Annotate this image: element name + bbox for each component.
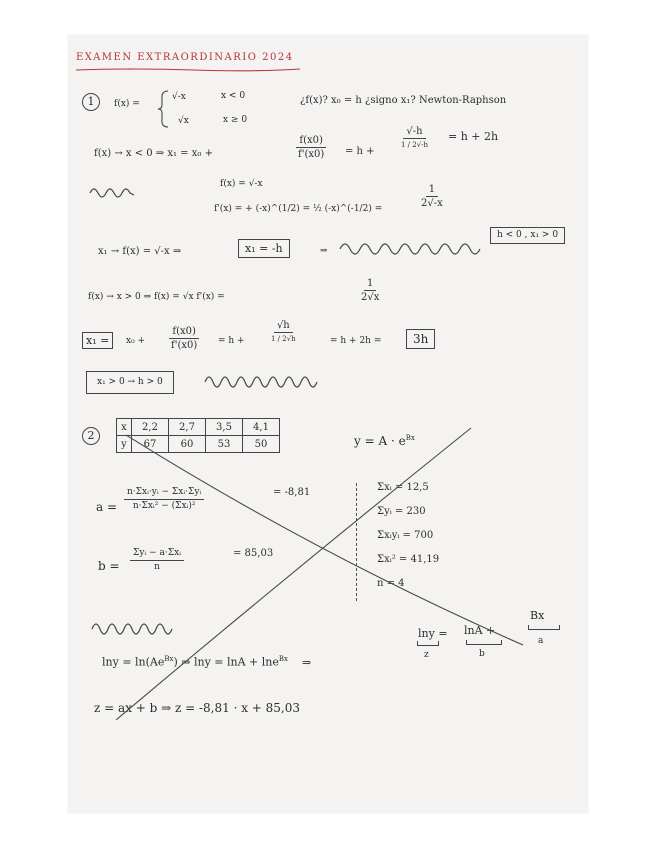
q2-model-exp: Bx: [405, 434, 415, 442]
question-1-number: 1: [82, 93, 100, 111]
q1-x1-line-left: x₁ → f(x) = √-x ⇒: [98, 246, 182, 257]
q1-fprime-neg-frac-den: 2√-x: [421, 198, 443, 209]
page-title: EXAMEN EXTRAORDINARIO 2024: [76, 52, 294, 63]
q1-conclusion-boxed: x₁ > 0 → h > 0: [86, 371, 174, 394]
q1-case2-cond: x ≥ 0: [223, 115, 248, 125]
q2-ln-y: lny =: [418, 627, 448, 640]
q1-x1b-frac2-den: 1 / 2√h: [271, 335, 296, 343]
q2-label-a: a: [538, 636, 544, 646]
q2-b-num: Σyᵢ − a·Σxᵢ: [130, 547, 184, 561]
q1-x1-boxed: x₁ = -h: [238, 239, 290, 258]
table-cell: 3,5: [206, 419, 243, 436]
sum-item: Σxᵢyᵢ = 700: [377, 530, 434, 541]
q1-pos-line: f(x) → x > 0 ⇒ f(x) = √x f'(x) =: [88, 292, 225, 302]
table-cell: 67: [132, 436, 169, 453]
q2-ln1-mid: ) ⇒ lny = lnA + lne: [173, 655, 279, 669]
table-row-header: x: [117, 419, 132, 436]
q1-frac2-num: √-h: [403, 125, 425, 139]
q1-x1b-frac2-num: √h: [274, 319, 293, 333]
table-cell: 4,1: [243, 419, 280, 436]
exam-sheet: [68, 35, 588, 813]
q2-ln1-sup: Bx: [164, 655, 174, 663]
sum-item: n = 4: [377, 578, 405, 589]
q1-pos-frac-den: 2√x: [361, 292, 380, 303]
q2-a-value: = -8,81: [273, 487, 311, 498]
q1-case1-cond: x < 0: [221, 91, 246, 101]
q2-label-z: z: [424, 650, 429, 660]
table-cell: 50: [243, 436, 280, 453]
q1-x1b-frac-den: f'(x0): [171, 340, 198, 351]
q2-a-den: n·Σxᵢ² − (Σxᵢ)²: [132, 501, 196, 511]
q1-x1b-sum: = h + 2h =: [330, 336, 382, 346]
q1-x1b-frac-num: f(x0): [169, 325, 199, 339]
table-cell: 2,2: [132, 419, 169, 436]
q2-a-label: a =: [96, 500, 118, 514]
table-cell: 60: [169, 436, 206, 453]
q2-b-label: b =: [98, 559, 120, 573]
q1-case1-expr: √-x: [172, 92, 186, 102]
q1-frac2-den: 1 / 2√-h: [401, 141, 429, 149]
q2-final: z = ax + b ⇒ z = -8,81 · x + 85,03: [94, 701, 301, 715]
q1-pos-frac-num: 1: [364, 277, 376, 291]
q1-question: ¿f(x)? x₀ = h ¿signo x₁? Newton-Raphson: [300, 95, 507, 106]
q2-ln1-arrow: ⇒: [301, 655, 312, 669]
q2-ln-A: lnA +: [464, 624, 496, 637]
q2-ln1-sup2: Bx: [278, 655, 288, 663]
q1-case2-expr: √x: [178, 116, 189, 126]
sum-item: Σxᵢ² = 41,19: [377, 554, 440, 565]
q1-frac1-num: f(x0): [296, 134, 326, 148]
q1-x1-arrow: ⇒: [320, 246, 328, 256]
q2-model-base: y = A · e: [354, 434, 406, 448]
question-2-number: 2: [82, 427, 100, 445]
q2-b-den: n: [154, 562, 160, 572]
crossing-strokes: [68, 35, 588, 813]
q2-ln1-left: lny = ln(Ae: [102, 655, 165, 669]
q1-fprime-neg: f'(x) = + (-x)^(1/2) = ½ (-x)^(-1/2) =: [214, 204, 383, 214]
q1-x1-cond-boxed: h < 0 , x₁ > 0: [490, 227, 565, 244]
q2-b-value: = 85,03: [233, 548, 274, 559]
table-cell: 2,7: [169, 419, 206, 436]
q1-x1b-label: x₁ =: [82, 332, 113, 349]
sum-item: Σyᵢ = 230: [377, 506, 426, 517]
q1-function-label: f(x) =: [114, 99, 140, 109]
sum-item: Σxᵢ = 12,5: [377, 482, 429, 493]
q1-x1b-eq: = h +: [218, 336, 245, 346]
q2-ln-B: Bx: [530, 609, 545, 622]
q1-fprime-neg-frac-num: 1: [426, 183, 438, 197]
q1-x1b-boxed: 3h: [406, 329, 435, 349]
q1-x1b-mid: x₀ +: [126, 336, 146, 346]
q1-line2-eq: = h +: [345, 146, 375, 157]
table-row-header: y: [117, 436, 132, 453]
q1-line2-left: f(x) → x < 0 ⇒ x₁ = x₀ +: [94, 148, 213, 159]
table-cell: 53: [206, 436, 243, 453]
q1-frac1-den: f'(x0): [298, 149, 325, 160]
q2-a-num: n·Σxᵢ·yᵢ − Σxᵢ·Σyᵢ: [124, 486, 204, 500]
q1-line2-result: = h + 2h: [448, 130, 499, 143]
q1-fx-neg: f(x) = √-x: [220, 179, 263, 189]
q2-label-b: b: [479, 649, 485, 659]
